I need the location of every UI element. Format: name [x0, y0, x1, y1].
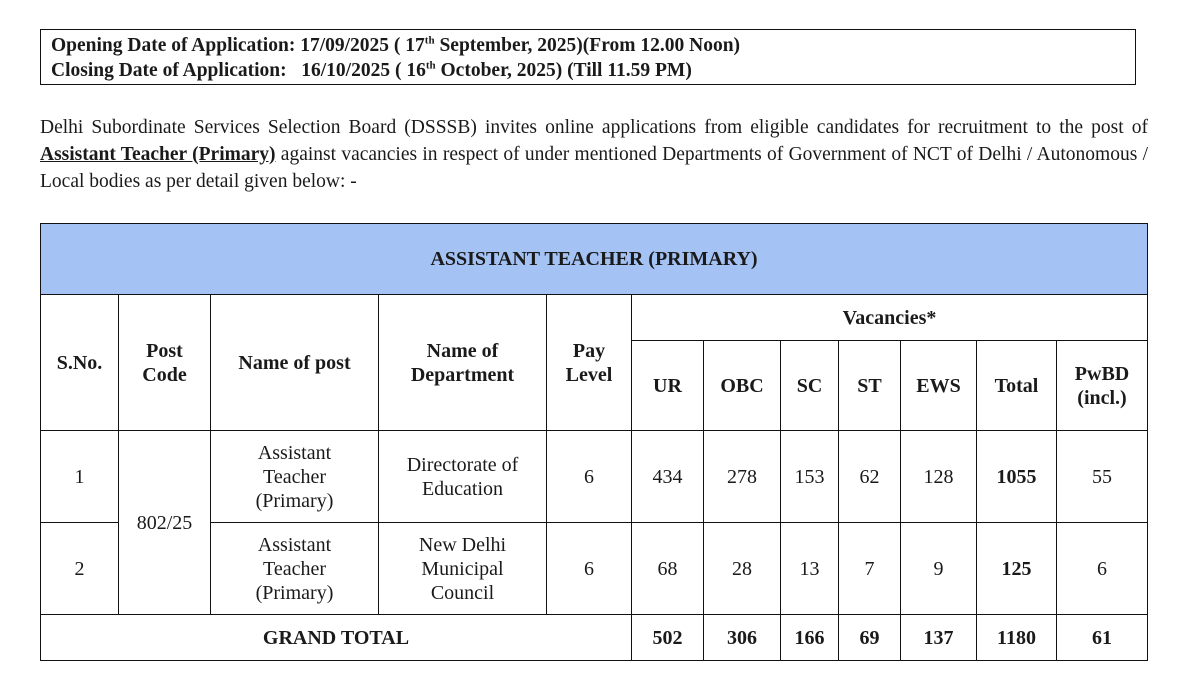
header-pay-level-line: Pay [572, 339, 606, 362]
cell-post-name-line: Assistant [257, 441, 332, 464]
vacancy-table [40, 223, 1148, 661]
intro-paragraph [40, 114, 1148, 195]
opening-date-value: 17/09/2025 [300, 35, 390, 56]
header-pay-level [547, 295, 632, 431]
header-post-code-line: Post [146, 339, 183, 362]
cell-ur: 68 [632, 523, 704, 615]
intro-text-before: Delhi Subordinate Services Selection Board (DSSSB) invites online applications from eligible candidates for recruitment to the post of [40, 117, 1148, 138]
closing-date-line [51, 58, 1125, 83]
header-department-line: Name of [426, 339, 499, 362]
opening-date-line [51, 33, 1125, 58]
cell-department-line: New Delhi [418, 533, 507, 556]
cell-department [379, 431, 547, 523]
cell-total: 125 [977, 523, 1057, 615]
cell-post-name [211, 523, 379, 615]
grand-total-st: 69 [839, 615, 901, 661]
cell-ews: 9 [901, 523, 977, 615]
cell-post-name-line: Teacher [263, 557, 326, 580]
cell-post-name-line: (Primary) [255, 581, 334, 604]
cell-post-code: 802/25 [119, 431, 211, 615]
grand-total-pwbd: 61 [1057, 615, 1148, 661]
cell-pwbd: 55 [1057, 431, 1148, 523]
grand-total-ur: 502 [632, 615, 704, 661]
cell-ur: 434 [632, 431, 704, 523]
header-ur: UR [632, 341, 704, 431]
cell-pwbd: 6 [1057, 523, 1148, 615]
closing-date-label: Closing Date of Application: [51, 60, 287, 81]
header-vacancies: Vacancies* [632, 295, 1148, 341]
cell-sc: 153 [781, 431, 839, 523]
closing-date-paren: ( 16 [394, 60, 426, 81]
header-total: Total [977, 341, 1057, 431]
header-department-line: Department [410, 363, 515, 386]
cell-post-name-line: (Primary) [255, 489, 334, 512]
cell-st: 7 [839, 523, 901, 615]
cell-sno: 2 [41, 523, 119, 615]
opening-date-paren: ( 17 [393, 35, 425, 56]
header-post-code-line: Code [142, 363, 187, 386]
cell-pay-level: 6 [547, 431, 632, 523]
grand-total-sc: 166 [781, 615, 839, 661]
cell-post-name [211, 431, 379, 523]
cell-sc: 13 [781, 523, 839, 615]
header-st: ST [839, 341, 901, 431]
header-obc: OBC [704, 341, 781, 431]
header-sc: SC [781, 341, 839, 431]
grand-total-label: GRAND TOTAL [41, 615, 632, 661]
closing-date-detail: October, 2025) (Till 11.59 PM) [435, 60, 692, 81]
cell-department-line: Education [421, 477, 504, 500]
cell-department-line: Municipal [421, 557, 504, 580]
intro-post-name: Assistant Teacher (Primary) [40, 144, 276, 165]
grand-total-row [41, 615, 1148, 661]
header-department [379, 295, 547, 431]
intro-text-after: against vacancies in respect of under mentioned Departments of Government of NCT of Delhi / Autonomous / Local bodies as per detail given below: - [40, 144, 1148, 192]
cell-pay-level: 6 [547, 523, 632, 615]
cell-total: 1055 [977, 431, 1057, 523]
grand-total-total: 1180 [977, 615, 1057, 661]
cell-ews: 128 [901, 431, 977, 523]
closing-date-value: 16/10/2025 [301, 60, 391, 81]
cell-department [379, 523, 547, 615]
header-pay-level-line: Level [565, 363, 613, 386]
cropped-text-line [40, 0, 820, 4]
cell-sno: 1 [41, 431, 119, 523]
header-ews: EWS [901, 341, 977, 431]
cell-obc: 278 [704, 431, 781, 523]
header-pwbd-line: (incl.) [1077, 386, 1127, 409]
table-title: ASSISTANT TEACHER (PRIMARY) [41, 224, 1148, 295]
opening-date-label: Opening Date of Application: [51, 35, 296, 56]
cell-obc: 28 [704, 523, 781, 615]
header-name-of-post: Name of post [211, 295, 379, 431]
table-row [41, 431, 1148, 523]
opening-date-suffix: th [424, 34, 435, 47]
header-post-code [119, 295, 211, 431]
closing-date-suffix: th [425, 59, 436, 72]
header-pwbd [1057, 341, 1148, 431]
cell-post-name-line: Assistant [257, 533, 332, 556]
cell-department-line: Council [430, 581, 495, 604]
grand-total-obc: 306 [704, 615, 781, 661]
application-dates-box [40, 29, 1136, 85]
cell-department-line: Directorate of [406, 453, 519, 476]
opening-date-detail: September, 2025)(From 12.00 Noon) [434, 35, 741, 56]
cell-post-name-line: Teacher [263, 465, 326, 488]
cell-st: 62 [839, 431, 901, 523]
header-sno: S.No. [41, 295, 119, 431]
header-pwbd-line: PwBD [1074, 362, 1130, 385]
grand-total-ews: 137 [901, 615, 977, 661]
